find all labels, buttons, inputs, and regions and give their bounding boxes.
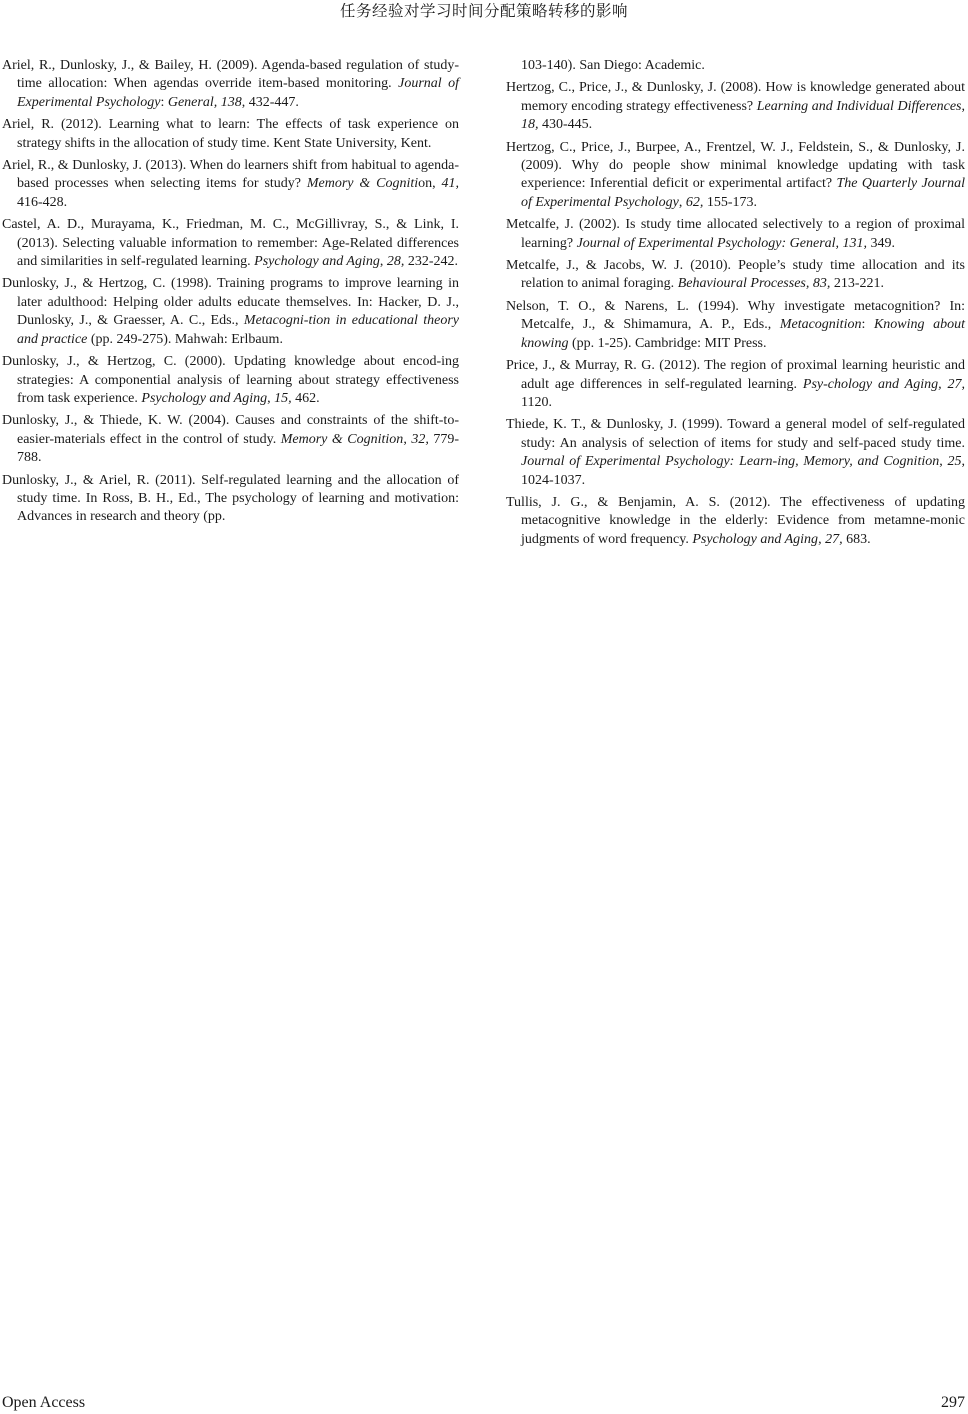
reference-text-segment: Journal of Experimental Psychology: Learn-ing, Memory, and Cognition (521, 454, 940, 470)
reference-text-segment: , (403, 431, 412, 447)
reference-text-segment: Metcalfe, J. (2002). Is study time allocated selectively to a region of proximal learning? (506, 217, 965, 251)
reference-text-segment: , 432-447. (241, 94, 299, 110)
reference-entry (2, 412, 459, 467)
reference-text-segment: Thiede, K. T., & Dunlosky, J. (1999). Toward a general model of self-regulated study: An analysis of selection of items for study and self-paced study time. (506, 417, 965, 451)
reference-text-segment: 25 (947, 454, 962, 470)
reference-text-segment: 213-221. (830, 276, 885, 292)
reference-text-segment: Psychology and Aging (692, 531, 819, 547)
reference-text-segment: Knowing about knowing (521, 317, 965, 351)
reference-entry (506, 494, 965, 549)
reference-text-segment: 462. (291, 390, 320, 406)
reference-text-segment: , (267, 390, 275, 406)
reference-text-segment: Tullis, J. G., & Benjamin, A. S. (2012). The effectiveness of updating metacognitive knowledge in the elderly: Evidence from metamne-monic judgments of word frequency. (506, 494, 965, 547)
reference-entry (2, 157, 459, 212)
reference-text-segment: Dunlosky, J., & Thiede, K. W. (2004). Causes and constraints of the shift-to-easier-materials effect in the control of study. (2, 413, 459, 447)
reference-text-segment: 232-242. (404, 254, 459, 270)
reference-text-segment: Journal of Experimental Psychology: General, 131, (576, 235, 868, 251)
reference-text-segment: Dunlosky, J., & Ariel, R. (2011). Self-regulated learning and the allocation of study time. In Ross, B. H., Ed., The psychology of learning and motivation: Advances in research and theory (pp. (2, 472, 459, 525)
reference-text-segment: 18, (521, 117, 539, 133)
reference-text-segment: , (939, 454, 948, 470)
reference-text-segment: , (678, 194, 686, 210)
reference-text-segment: Nelson, T. O., & Narens, L. (1994). Why investigate metacognition? In: Metcalfe, J., & Shimamura, A. P., Eds., (506, 298, 965, 333)
reference-text-segment: Dunlosky, J., & Hertzog, C. (2000). Updating knowledge about encod-ing strategies: A componential analysis of learning about strategy effectiveness from task experience. (2, 354, 459, 406)
reference-text-segment: Ariel, R. (2012). Learning what to learn: The effects of task experience on strategy shifts in the allocation of study time. Kent State University, Kent. (2, 117, 459, 151)
reference-text-segment: 430-445. (538, 117, 593, 133)
reference-text-segment: Psychology and Aging (141, 390, 268, 406)
running-header (0, 0, 968, 22)
reference-text-segment: Metacogni-tion in educational theory and practice (17, 313, 460, 347)
reference-entry (2, 472, 459, 527)
page-footer (0, 1392, 968, 1414)
reference-text-segment: 62, (685, 194, 704, 210)
reference-text-segment: 416-428. (17, 194, 68, 210)
reference-entry (2, 275, 459, 349)
reference-entry (2, 116, 459, 153)
reference-text-segment: Memory & Cognition (280, 431, 404, 447)
reference-entry (506, 416, 965, 490)
references-left-column (2, 57, 459, 531)
reference-entry (506, 257, 965, 294)
reference-text-segment: Hertzog, C., Price, J., & Dunlosky, J. (2008). How is knowledge generated about memory encoding strategy effectiveness? (506, 80, 965, 114)
reference-text-segment: , 1024-1037. (521, 454, 965, 488)
reference-text-segment: 41, (441, 176, 460, 192)
page-number: 297 (941, 1394, 965, 1411)
reference-text-segment: 155-173. (703, 194, 758, 210)
reference-text-segment: Price, J., & Murray, R. G. (2012). The region of proximal learning heuristic and adult age differences in self-regulated learning. (506, 358, 965, 392)
reference-text-segment: 683. (842, 531, 871, 547)
references-right-column (506, 57, 965, 553)
reference-text-segment: Ariel, R., Dunlosky, J., & Bailey, H. (2009). Agenda-based regulation of study-time allocation: When agendas override item-based monitoring. (2, 58, 459, 92)
reference-text-segment: 103-140). San Diego: Academic. (521, 58, 705, 73)
reference-text-segment: 32, (411, 431, 429, 447)
reference-text-segment: Journal of Experimental Psychology (17, 76, 459, 110)
reference-entry (2, 353, 459, 408)
reference-text-segment: 779-788. (17, 431, 459, 466)
reference-text-segment: Behavioural Processes, 83, (677, 276, 831, 292)
reference-text-segment: Dunlosky, J., & Hertzog, C. (1998). Training programs to improve learning in later adulthood: Helping older adults educate themselves. In: Hacker, D. J., Dunlosky, J., & Graesser, A. C., Eds., (2, 276, 459, 329)
reference-text-segment: , (961, 98, 965, 114)
reference-continuation (506, 57, 965, 75)
reference-text-segment: 349. (867, 235, 896, 251)
reference-entry (506, 79, 965, 134)
reference-text-segment: Learning and Individual Differences (756, 98, 962, 114)
reference-text-segment: Psy-chology and Aging, 27, (802, 376, 965, 392)
reference-text-segment: 15, (274, 390, 292, 406)
reference-text-segment: (pp. 1-25). Cambridge: MIT Press. (568, 335, 767, 351)
reference-text-segment: Hertzog, C., Price, J., Burpee, A., Frentzel, W. J., Feldstein, S., & Dunlosky, J. (2009). Why do people show minimal knowledge updating with task experience: Inferential deficit or experimental artifact? (506, 139, 965, 192)
reference-text-segment: 27, (825, 531, 843, 547)
reference-entry (506, 298, 965, 353)
reference-text-segment: , (818, 531, 826, 547)
reference-text-segment: on, (418, 176, 442, 192)
reference-text-segment: : (861, 317, 874, 333)
reference-text-segment: : (160, 94, 168, 110)
footer-open-access: Open Access (2, 1394, 86, 1411)
reference-entry (506, 357, 965, 412)
reference-text-segment: Metcalfe, J., & Jacobs, W. J. (2010). People’s study time allocation and its relation to animal foraging. (506, 258, 965, 292)
reference-text-segment: Metacognition (779, 317, 862, 333)
reference-text-segment: 1120. (521, 394, 552, 410)
reference-text-segment: (pp. 249-275). Mahwah: Erlbaum. (87, 331, 283, 347)
reference-entry (2, 57, 459, 112)
reference-text-segment: Memory & Cogniti (306, 176, 419, 192)
reference-entry (506, 139, 965, 213)
reference-text-segment: 28, (386, 254, 405, 270)
reference-entry (2, 216, 459, 271)
reference-text-segment: General, 138 (167, 94, 242, 110)
running-header-title: 任务经验对学习时间分配策略转移的影响 (339, 2, 628, 20)
reference-text-segment: , (379, 254, 387, 270)
reference-entry (506, 216, 965, 253)
reference-text-segment: Castel, A. D., Murayama, K., Friedman, M. C., McGillivray, S., & Link, I. (2013). Selecting valuable information to remember: Age-Related differences and similarities in self-regulated learning. (2, 217, 459, 270)
reference-text-segment: Ariel, R., & Dunlosky, J. (2013). When do learners shift from habitual to agenda-based processes when selecting items for study? (2, 158, 459, 192)
reference-text-segment: Psychology and Aging (254, 254, 380, 270)
reference-text-segment: The Quarterly Journal of Experimental Psychology (521, 176, 966, 210)
